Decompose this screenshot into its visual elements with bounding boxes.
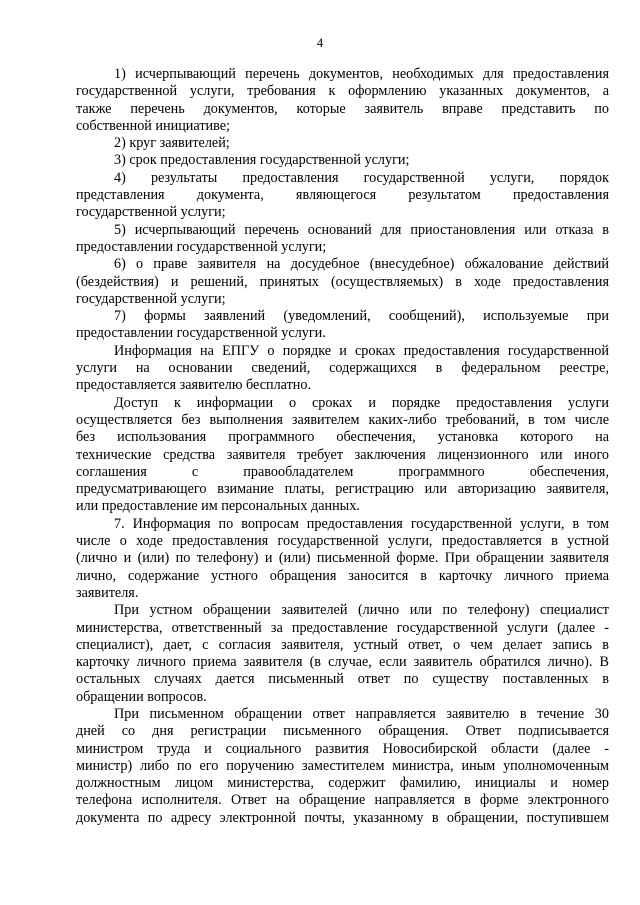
text-line: министерства, ответственный за предоставление государственной услуги (далее - [76,619,609,636]
paragraph [76,152,609,169]
text-line: 3) срок предоставления государственной услуги; [114,152,410,169]
text-line: соглашения с правообладателем программного обеспечения, [76,463,609,480]
text-line: 4) результаты предоставления государственной услуги, порядок [114,169,609,186]
paragraph [76,170,609,222]
text-line: предусматривающего взимание платы, регистрацию или авторизацию заявителя, [76,481,609,498]
text-line: услуги на основании сведений, содержащихся в федеральном реестре, [76,360,609,377]
text-line: без использования программного обеспечения, установка которого на [76,429,609,446]
document-body [76,66,609,827]
text-line: 7. Информация по вопросам предоставления государственной услуги, в том [114,515,609,532]
paragraph [76,256,609,308]
page-number: 4 [316,36,324,50]
text-line: собственной инициативе; [76,117,230,134]
text-line: 5) исчерпывающий перечень оснований для приостановления или отказа в [114,221,609,238]
text-line: предоставлении государственной услуги; [76,238,327,255]
text-line: остальных случаях дается письменный ответ по существу поставленных в [76,671,609,688]
text-line: государственной услуги; [76,290,226,307]
text-line: также перечень документов, которые заявитель вправе представить по [76,100,609,117]
text-line: предоставлении государственной услуги. [76,325,326,342]
paragraph [76,66,609,135]
text-line: числе о ходе предоставления государственной услуги, предоставляется в устной [76,533,609,550]
paragraph [76,395,609,516]
text-line: телефона исполнителя. Ответ на обращение направляется в форме электронного [76,792,609,809]
text-line: 2) круг заявителей; [114,135,230,152]
text-line: министр) либо по его поручению заместителем министра, иным уполномоченным [76,757,609,774]
text-line: лично, содержание устного обращения заносится в карточку личного приема [76,567,609,584]
text-line: дней со дня регистрации письменного обращения. Ответ подписывается [76,723,609,740]
text-line: специалист), дает, с согласия заявителя, устный ответ, о чем делает запись в [76,636,609,653]
text-line: При устном обращении заявителей (лично или по телефону) специалист [114,602,609,619]
paragraph [76,308,609,343]
text-line: министром труда и социального развития Новосибирской области (далее - [76,740,609,757]
paragraph [76,706,609,827]
paragraph [76,222,609,257]
text-line: заявителя. [76,584,139,601]
text-line: документа по адресу электронной почты, указанному в обращении, поступившем [76,809,609,826]
paragraph [76,516,609,602]
text-line: 1) исчерпывающий перечень документов, необходимых для предоставления [114,66,609,82]
paragraph [76,343,609,395]
paragraph [76,602,609,706]
text-line: осуществляется без выполнения заявителем каких-либо требований, в том числе [76,411,609,428]
text-line: (лично и (или) по телефону) и (или) письменной форме. При обращении заявителя [76,550,609,567]
text-line: 6) о праве заявителя на досудебное (внесудебное) обжалование действий [114,256,609,273]
text-line: При письменном обращении ответ направляется заявителю в течение 30 [114,705,609,722]
text-line: Доступ к информации о сроках и порядке предоставления услуги [114,394,609,411]
text-line: Информация на ЕПГУ о порядке и сроках предоставления государственной [114,342,609,359]
text-line: государственной услуги, требования к оформлению указанных документов, а [76,83,609,100]
text-line: 7) формы заявлений (уведомлений, сообщений), используемые при [114,308,609,325]
text-line: технические средства заявителя требует заключения лицензионного или иного [76,446,609,463]
text-line: или предоставление им персональных данных. [76,498,360,515]
text-line: представления документа, являющегося результатом предоставления [76,187,609,204]
text-line: обращении вопросов. [76,688,207,705]
text-line: государственной услуги; [76,204,226,221]
text-line: (бездействия) и решений, принятых (осуществляемых) в ходе предоставления [76,273,609,290]
text-line: предоставляется заявителю бесплатно. [76,377,312,394]
paragraph [76,135,609,152]
text-line: карточку личного приема заявителя (в случае, если заявитель обратился лично). В [76,654,609,671]
text-line: должностным лицом министерства, содержит фамилию, инициалы и номер [76,775,609,792]
